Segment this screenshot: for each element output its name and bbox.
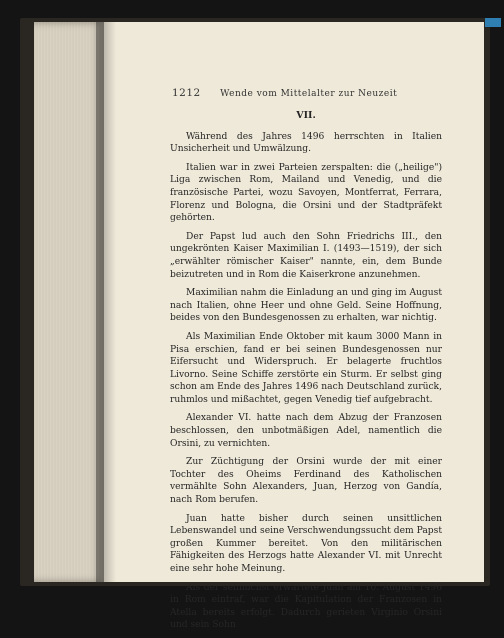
page-block-edge <box>34 22 104 582</box>
paragraph: Maximilian nahm die Einladung an und ging im August nach Italien, ohne Heer und ohne Geld. Seine Hoffnung, beides von den Bundesgenossen zu erhalten, war nichtig. <box>170 288 442 324</box>
paragraph: Italien war in zwei Parteien zerspalten: die („heilige") Liga zwischen Rom, Mailand und Venedig, und die französische Partei, wozu Savoyen, Montferrat, Ferrara, Florenz und Bologna, die Orsini und der Stadtpräfekt gehörten. <box>170 162 442 224</box>
paragraph: Während des Jahres 1496 herrschten in Italien Unsicherheit und Umwälzung. <box>170 131 442 155</box>
page-number: 1212 <box>172 87 201 99</box>
page-body <box>170 110 442 638</box>
paragraph: Zur Züchtigung der Orsini wurde der mit einer Tochter des Oheims Ferdinand des Katholischen vermählte Sohn Alexanders, Juan, Herzog von Gandía, nach Rom berufen. <box>170 457 442 506</box>
running-title: Wende vom Mittelalter zur Neuzeit <box>220 89 398 99</box>
paragraph: Juan hatte bisher durch seinen unsittlichen Lebenswandel und seine Verschwendungssucht dem Papst großen Kummer bereitet. Von den militärischen Fähigkeiten des Herzogs hatte Alexander VI. mit Unrecht eine sehr hohe Meinung. <box>170 513 442 574</box>
paragraph: Als Maximilian Ende Oktober mit kaum 3000 Mann in Pisa erschien, fand er bei seinen Bundesgenossen nur Eifersucht und Widerspruch. Er belagerte fruchtlos Livorno. Seine Schiffe zerstörte ein Sturm. Er selbst ging schon am Ende des Jahres 1496 nach Deutschland zurück, ruhmlos und mißachtet, gegen Venedig tief aufgebracht. <box>170 331 442 405</box>
running-header <box>172 87 472 99</box>
gutter-shadow <box>96 22 116 582</box>
section-title: VII. <box>296 110 316 121</box>
paragraph: Alexander VI. hatte nach dem Abzug der Franzosen beschlossen, den unbotmäßigen Adel, namentlich die Orsini, zu vernichten. <box>170 413 442 449</box>
bookmark-tab <box>485 18 501 27</box>
paragraph: Der Papst lud auch den Sohn Friedrichs III., den ungekrönten Kaiser Maximilian I. (1493—1519), der sich „erwählter römischer Kaiser" nannte, ein, dem Bunde beizutreten und in Rom die Kaiserkrone anzunehmen. <box>170 231 442 280</box>
paragraph: Als der sehnlichst erwartete Juan am 10. August 1496 in Rom eintraf, war die Kapitulation der Franzosen in Atella bereits erfolgt. Dadurch gerieten Virginio Orsini und sein Sohn <box>170 582 442 631</box>
